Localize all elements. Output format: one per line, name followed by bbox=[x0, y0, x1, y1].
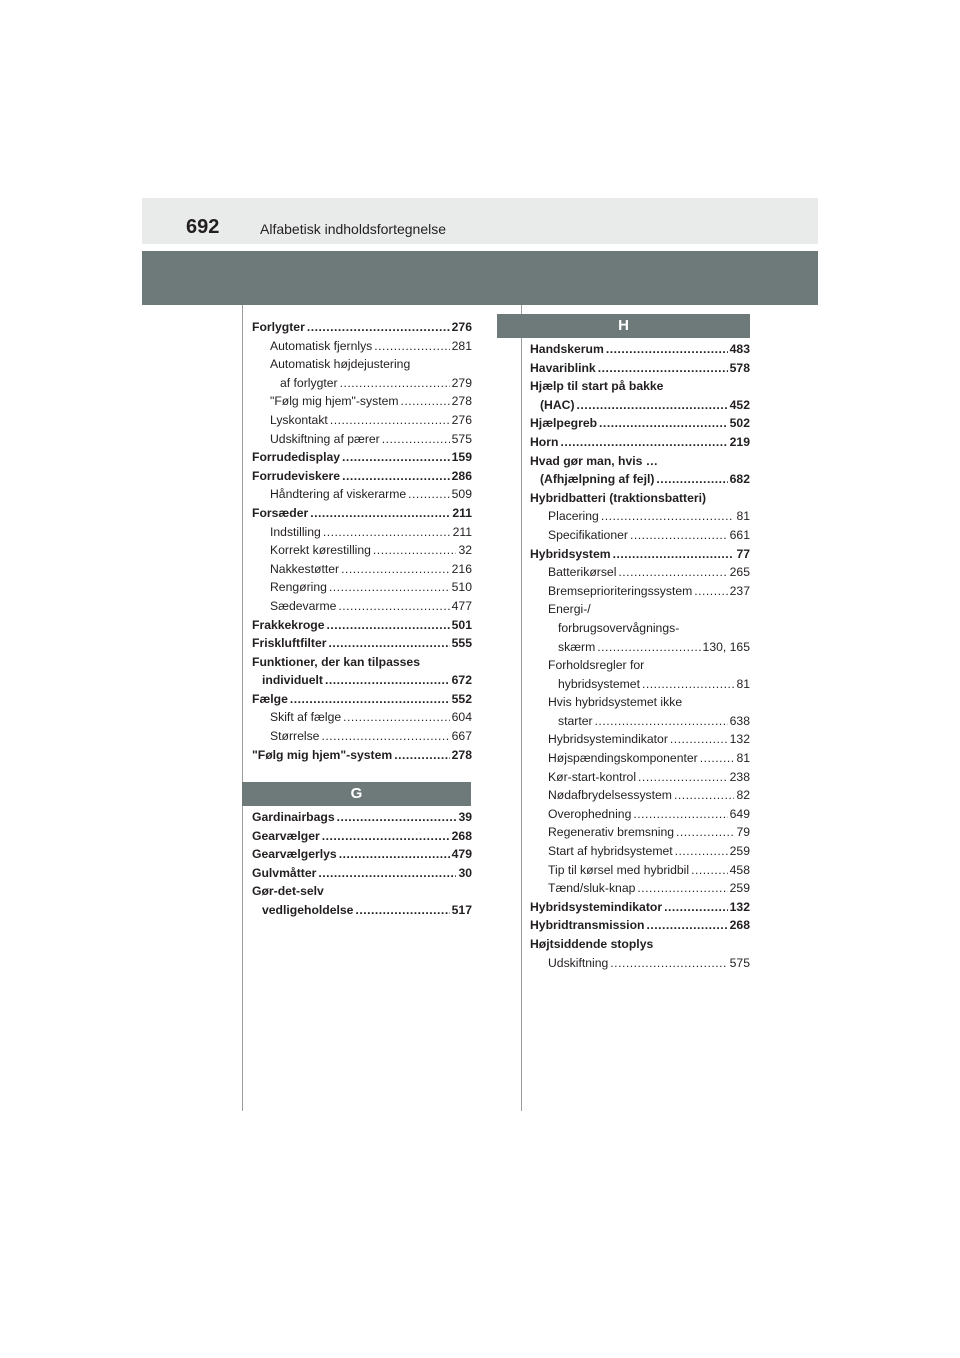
index-entry-text: (Afhjælpning af fejl) bbox=[540, 472, 655, 487]
index-entry-text: Højtsiddende stoplys bbox=[530, 937, 654, 951]
index-entry-text: af forlygter bbox=[280, 375, 338, 390]
index-entry bbox=[252, 634, 472, 653]
index-entry-page: 81 bbox=[736, 676, 750, 691]
index-entry-page: 77 bbox=[736, 546, 750, 561]
index-entry bbox=[252, 560, 472, 579]
index-entry bbox=[530, 433, 750, 452]
section-letter-g: G bbox=[242, 782, 471, 806]
index-entry-page: 578 bbox=[729, 360, 750, 375]
dot-leader bbox=[633, 805, 727, 824]
dot-leader bbox=[599, 414, 728, 433]
dot-leader bbox=[330, 411, 450, 430]
index-entry bbox=[252, 523, 472, 542]
index-entry-text: Funktioner, der kan tilpasses bbox=[252, 654, 420, 669]
index-entry-page: 672 bbox=[451, 673, 472, 688]
index-entry bbox=[530, 730, 750, 749]
index-entry-text: Bremseprioriteringssystem bbox=[548, 583, 693, 598]
index-entry-text: Tænd/sluk-knap bbox=[548, 881, 636, 896]
index-entry bbox=[252, 653, 472, 672]
index-entry-page: 259 bbox=[729, 844, 750, 859]
index-entry-text: Udskiftning af pærer bbox=[270, 431, 380, 446]
header-bar bbox=[142, 198, 818, 244]
index-entry-text: Højspændingskomponenter bbox=[548, 751, 698, 766]
index-entry-page: 132 bbox=[729, 732, 750, 747]
index-entry-page: 39 bbox=[458, 810, 472, 824]
index-entry bbox=[252, 690, 472, 709]
index-entry-text: Nakkestøtter bbox=[270, 561, 340, 576]
index-entry-text: Nødafbrydelsessystem bbox=[548, 788, 672, 803]
index-entry bbox=[530, 916, 750, 935]
index-entry bbox=[252, 671, 472, 690]
index-entry-text: Forsæder bbox=[252, 505, 309, 520]
dot-leader bbox=[694, 582, 727, 601]
index-entry-text: Start af hybridsystemet bbox=[548, 844, 673, 859]
dot-leader bbox=[290, 690, 450, 709]
dot-leader bbox=[382, 430, 450, 449]
index-entry-text: hybridsystemet bbox=[558, 676, 640, 691]
dot-leader bbox=[325, 671, 450, 690]
index-entry-text: Rengøring bbox=[270, 580, 327, 595]
index-entry bbox=[530, 898, 750, 917]
index-entry-text: Håndtering af viskerarme bbox=[270, 487, 407, 502]
index-entry bbox=[530, 545, 750, 564]
index-entry-page: 237 bbox=[729, 583, 750, 598]
index-column-h bbox=[530, 340, 750, 972]
dot-leader bbox=[577, 396, 728, 415]
index-entry bbox=[530, 470, 750, 489]
index-entry-page: 259 bbox=[729, 881, 750, 896]
index-entry bbox=[530, 396, 750, 415]
index-entry bbox=[530, 786, 750, 805]
index-entry-text: Automatisk fjernlys bbox=[270, 338, 373, 353]
dot-leader bbox=[337, 808, 457, 827]
index-entry bbox=[530, 935, 750, 954]
index-entry-page: 517 bbox=[451, 902, 472, 917]
index-entry-text: vedligeholdelse bbox=[262, 902, 354, 917]
dot-leader bbox=[674, 786, 734, 805]
index-entry bbox=[530, 954, 750, 973]
index-entry-page: 281 bbox=[451, 338, 472, 353]
index-entry-text: Tip til kørsel med hybridbil bbox=[548, 862, 690, 877]
index-entry bbox=[252, 411, 472, 430]
dot-leader bbox=[408, 485, 450, 504]
dot-leader bbox=[637, 879, 727, 898]
index-entry-page: 502 bbox=[729, 416, 750, 431]
dot-leader bbox=[329, 634, 450, 653]
dot-leader bbox=[322, 827, 450, 846]
index-column-g bbox=[252, 808, 472, 920]
index-entry bbox=[530, 600, 750, 619]
index-entry bbox=[252, 541, 472, 560]
dot-leader bbox=[691, 861, 728, 880]
index-entry bbox=[530, 675, 750, 694]
index-entry-page: 211 bbox=[452, 524, 472, 539]
index-entry-page: 667 bbox=[451, 729, 472, 744]
header-band bbox=[142, 251, 818, 305]
index-entry bbox=[252, 337, 472, 356]
index-entry bbox=[252, 485, 472, 504]
index-entry-text: Forrudedisplay bbox=[252, 450, 341, 465]
index-entry bbox=[530, 340, 750, 359]
index-entry-text: Hybridsystemindikator bbox=[548, 732, 668, 747]
index-entry bbox=[530, 768, 750, 787]
dot-leader bbox=[642, 675, 734, 694]
index-entry-text: Placering bbox=[548, 509, 599, 524]
index-entry bbox=[530, 823, 750, 842]
index-entry-page: 132 bbox=[729, 899, 750, 914]
index-entry bbox=[530, 749, 750, 768]
index-entry-page: 575 bbox=[451, 431, 472, 446]
dot-leader bbox=[310, 504, 450, 523]
dot-leader bbox=[618, 563, 727, 582]
index-entry bbox=[530, 377, 750, 396]
dot-leader bbox=[598, 359, 728, 378]
index-entry-text: Regenerativ bremsning bbox=[548, 825, 675, 840]
dot-leader bbox=[374, 337, 449, 356]
index-entry bbox=[530, 638, 750, 657]
index-entry-text: Forholdsregler for bbox=[548, 658, 645, 673]
index-entry bbox=[530, 805, 750, 824]
index-entry bbox=[530, 507, 750, 526]
dot-leader bbox=[321, 727, 449, 746]
index-entry-page: 278 bbox=[451, 747, 472, 762]
index-entry bbox=[252, 616, 472, 635]
dot-leader bbox=[394, 746, 449, 765]
index-entry-text: Forrudeviskere bbox=[252, 468, 341, 483]
index-entry-text: Energi-/ bbox=[548, 602, 591, 617]
index-entry bbox=[252, 504, 472, 523]
index-entry bbox=[530, 712, 750, 731]
index-entry-page: 501 bbox=[451, 617, 472, 632]
index-entry bbox=[530, 526, 750, 545]
dot-leader bbox=[606, 340, 728, 359]
index-entry-text: Hjælp til start på bakke bbox=[530, 379, 664, 394]
index-entry bbox=[530, 861, 750, 880]
index-entry-text: Gearvælgerlys bbox=[252, 847, 337, 862]
index-column-f bbox=[252, 318, 472, 764]
index-entry bbox=[252, 374, 472, 393]
dot-leader bbox=[342, 467, 450, 486]
index-entry-text: Lyskontakt bbox=[270, 412, 328, 427]
index-entry-page: 32 bbox=[458, 543, 472, 558]
index-entry-text: Gør-det-selv bbox=[252, 884, 324, 899]
index-entry-text: Kør-start-kontrol bbox=[548, 769, 637, 784]
index-entry bbox=[530, 489, 750, 508]
index-entry-text: Handskerum bbox=[530, 342, 604, 356]
index-entry-text: Friskluftfilter bbox=[252, 636, 327, 651]
index-entry-page: 268 bbox=[729, 918, 750, 933]
index-entry-text: Hybridsystemindikator bbox=[530, 899, 663, 914]
dot-leader bbox=[638, 768, 728, 787]
index-entry bbox=[252, 901, 472, 920]
dot-leader bbox=[355, 901, 449, 920]
page-title: Alfabetisk indholdsfortegnelse bbox=[260, 221, 447, 237]
index-entry bbox=[252, 708, 472, 727]
index-entry-text: (HAC) bbox=[540, 397, 575, 412]
index-entry-page: 81 bbox=[736, 509, 750, 524]
dot-leader bbox=[318, 864, 456, 883]
index-entry-text: Frakkekroge bbox=[252, 617, 325, 632]
index-entry-page: 278 bbox=[451, 394, 472, 409]
index-entry-page: 219 bbox=[729, 434, 750, 449]
dot-leader bbox=[373, 541, 457, 560]
dot-leader bbox=[597, 638, 700, 657]
index-entry-page: 509 bbox=[451, 487, 472, 502]
index-entry bbox=[252, 845, 472, 864]
index-entry-page: 661 bbox=[729, 527, 750, 542]
index-entry bbox=[252, 392, 472, 411]
dot-leader bbox=[656, 470, 727, 489]
dot-leader bbox=[560, 433, 727, 452]
index-entry-page: 268 bbox=[451, 828, 472, 843]
index-entry-page: 682 bbox=[729, 472, 750, 487]
index-entry-page: 638 bbox=[729, 713, 750, 728]
left-column-rule bbox=[242, 305, 243, 1111]
dot-leader bbox=[327, 616, 450, 635]
index-entry bbox=[252, 578, 472, 597]
index-entry-page: 286 bbox=[451, 468, 472, 483]
dot-leader bbox=[595, 712, 728, 731]
index-entry-page: 510 bbox=[451, 580, 472, 595]
index-entry-text: Gardinairbags bbox=[252, 810, 335, 824]
index-entry-text: Sædevarme bbox=[270, 598, 337, 613]
index-entry-text: Hjælpegreb bbox=[530, 416, 598, 431]
dot-leader bbox=[340, 374, 450, 393]
index-entry-page: 81 bbox=[736, 751, 750, 766]
index-entry-page: 458 bbox=[729, 862, 750, 877]
index-entry-page: 216 bbox=[451, 561, 472, 576]
index-entry-text: Udskiftning bbox=[548, 955, 609, 970]
index-entry bbox=[252, 448, 472, 467]
index-entry-page: 483 bbox=[729, 342, 750, 356]
index-entry-page: 276 bbox=[451, 320, 472, 334]
index-entry-text: Hybridbatteri (traktionsbatteri) bbox=[530, 490, 707, 505]
index-entry bbox=[252, 864, 472, 883]
index-entry-text: Fælge bbox=[252, 691, 288, 706]
index-entry bbox=[252, 746, 472, 765]
index-entry-page: 130, 165 bbox=[702, 639, 750, 654]
index-entry-page: 604 bbox=[451, 710, 472, 725]
index-entry-text: skærm bbox=[558, 639, 596, 654]
index-entry-page: 279 bbox=[451, 375, 472, 390]
index-entry bbox=[252, 467, 472, 486]
index-entry bbox=[252, 318, 472, 337]
dot-leader bbox=[323, 523, 451, 542]
index-entry bbox=[252, 882, 472, 901]
dot-leader bbox=[343, 708, 450, 727]
dot-leader bbox=[307, 318, 450, 337]
index-entry-text: Skift af fælge bbox=[270, 710, 342, 725]
index-entry-text: Hybridsystem bbox=[530, 546, 611, 561]
index-entry-page: 238 bbox=[729, 769, 750, 784]
dot-leader bbox=[401, 392, 450, 411]
dot-leader bbox=[670, 730, 728, 749]
index-entry-page: 82 bbox=[736, 788, 750, 803]
index-entry bbox=[252, 727, 472, 746]
index-entry bbox=[530, 656, 750, 675]
index-entry bbox=[530, 582, 750, 601]
index-entry-page: 649 bbox=[729, 806, 750, 821]
index-entry-text: Automatisk højdejustering bbox=[270, 357, 411, 372]
index-entry-text: Batterikørsel bbox=[548, 565, 617, 580]
index-entry bbox=[530, 359, 750, 378]
index-entry-text: Hvis hybridsystemet ikke bbox=[548, 695, 683, 710]
index-entry-page: 159 bbox=[451, 450, 472, 465]
index-entry-text: Overophedning bbox=[548, 806, 632, 821]
index-entry bbox=[252, 808, 472, 827]
index-entry-text: Horn bbox=[530, 434, 559, 449]
index-entry bbox=[530, 563, 750, 582]
dot-leader bbox=[329, 578, 450, 597]
index-entry bbox=[530, 619, 750, 638]
index-entry-page: 79 bbox=[736, 825, 750, 840]
index-entry-text: Forlygter bbox=[252, 320, 305, 334]
index-entry-page: 479 bbox=[451, 847, 472, 862]
dot-leader bbox=[338, 597, 449, 616]
index-entry bbox=[252, 597, 472, 616]
dot-leader bbox=[700, 749, 735, 768]
index-entry-page: 555 bbox=[451, 636, 472, 651]
section-letter-h: H bbox=[497, 314, 750, 338]
index-entry-text: starter bbox=[558, 713, 593, 728]
dot-leader bbox=[613, 545, 735, 564]
index-entry-page: 552 bbox=[451, 691, 472, 706]
index-entry bbox=[252, 430, 472, 449]
index-entry-text: Størrelse bbox=[270, 729, 320, 744]
index-entry-page: 276 bbox=[451, 412, 472, 427]
index-entry-page: 452 bbox=[729, 397, 750, 412]
index-entry-text: "Følg mig hjem"-system bbox=[252, 747, 393, 762]
index-entry-text: Specifikationer bbox=[548, 527, 628, 542]
index-entry-page: 265 bbox=[729, 565, 750, 580]
dot-leader bbox=[601, 507, 735, 526]
index-entry-text: Hvad gør man, hvis … bbox=[530, 453, 658, 468]
middle-column-rule bbox=[521, 305, 522, 1111]
index-entry-text: forbrugsovervågnings- bbox=[558, 620, 680, 635]
index-entry bbox=[252, 355, 472, 374]
dot-leader bbox=[675, 842, 728, 861]
index-entry-text: Gulvmåtter bbox=[252, 865, 317, 880]
index-entry-page: 30 bbox=[458, 865, 472, 880]
dot-leader bbox=[664, 898, 728, 917]
dot-leader bbox=[630, 526, 728, 545]
dot-leader bbox=[341, 560, 450, 579]
index-entry-text: individuelt bbox=[262, 673, 323, 688]
index-entry-text: "Følg mig hjem"-system bbox=[270, 394, 399, 409]
index-entry bbox=[530, 693, 750, 712]
index-entry-page: 211 bbox=[452, 505, 472, 520]
index-entry-page: 477 bbox=[451, 598, 472, 613]
index-entry bbox=[530, 414, 750, 433]
index-entry bbox=[252, 827, 472, 846]
page-number: 692 bbox=[186, 216, 220, 238]
dot-leader bbox=[646, 916, 727, 935]
index-entry-text: Gearvælger bbox=[252, 828, 320, 843]
index-entry bbox=[530, 452, 750, 471]
index-entry-page: 575 bbox=[729, 955, 750, 970]
dot-leader bbox=[342, 448, 450, 467]
index-entry-text: Indstilling bbox=[270, 524, 321, 539]
index-entry-text: Korrekt kørestilling bbox=[270, 543, 371, 558]
index-entry-text: Hybridtransmission bbox=[530, 918, 645, 933]
index-entry-text: Havariblink bbox=[530, 360, 596, 375]
dot-leader bbox=[610, 954, 727, 973]
index-entry bbox=[530, 842, 750, 861]
dot-leader bbox=[676, 823, 734, 842]
index-entry bbox=[530, 879, 750, 898]
dot-leader bbox=[339, 845, 450, 864]
